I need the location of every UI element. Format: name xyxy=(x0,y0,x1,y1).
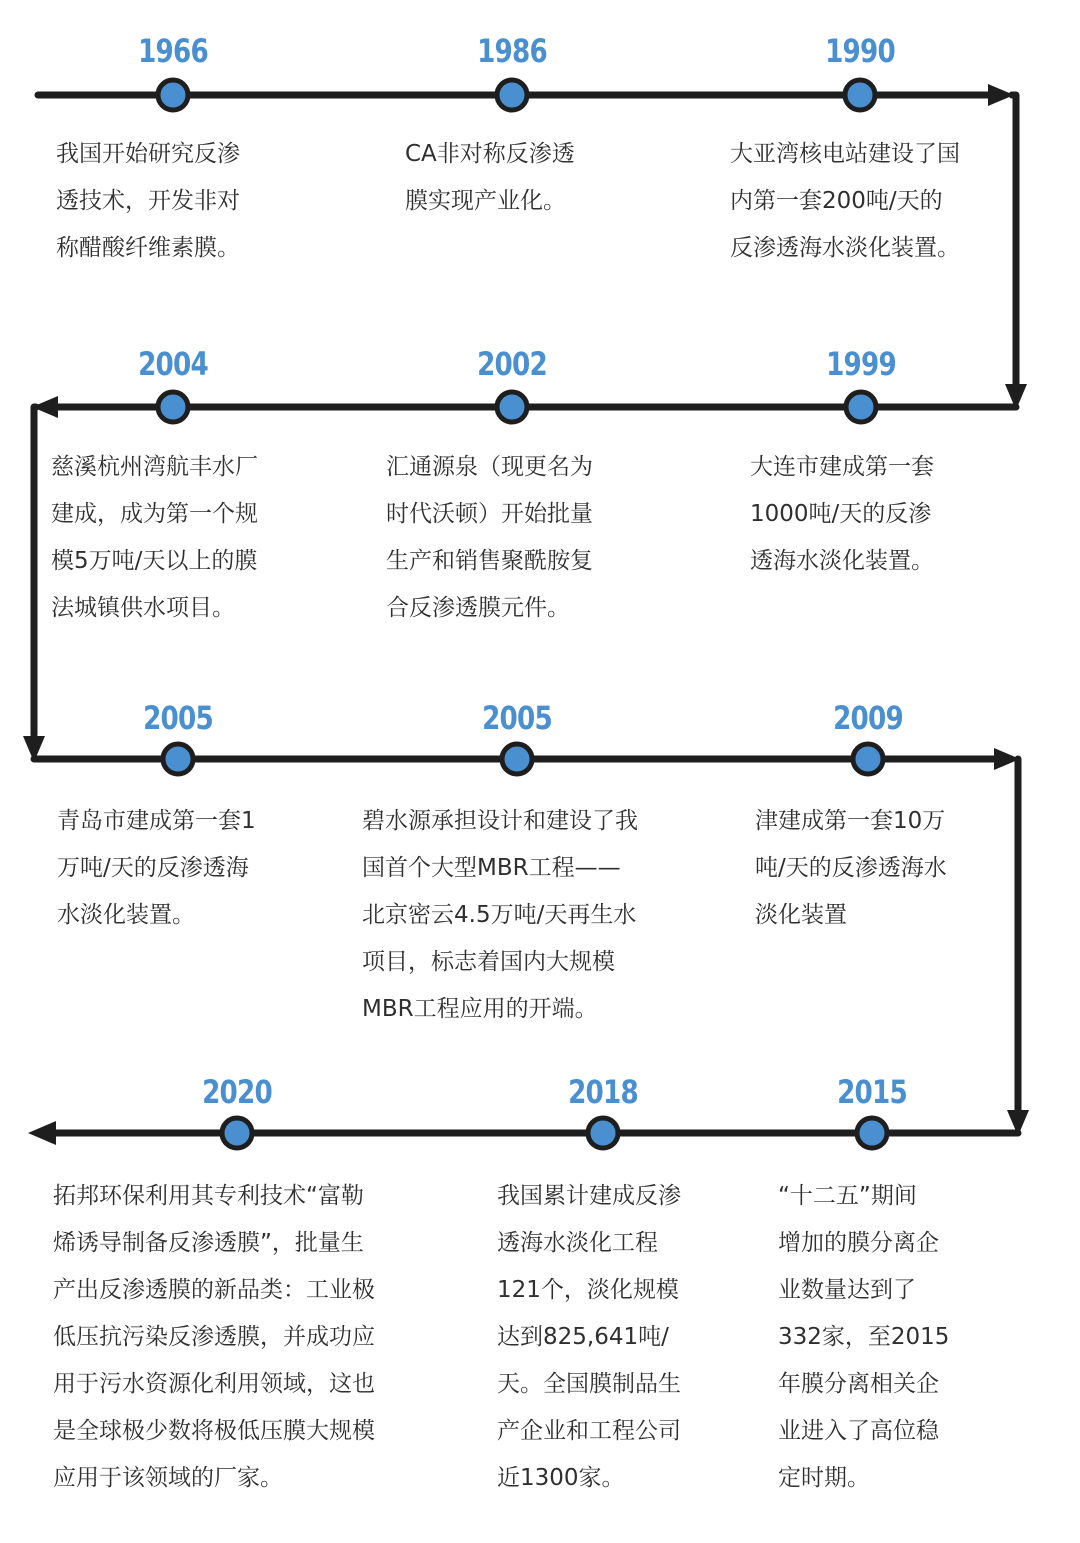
event-description: 拓邦环保利用其专利技术“富勒 烯诱导制备反渗透膜”，批量生 产出反渗透膜的新品类：工业极 低压抗污染反渗透膜，并成功应 用于污水资源化利用领域，这也 是全球极少数将极低压膜大规模 应用于该领域的厂家。 xyxy=(53,1183,375,1491)
event-description: 汇通源泉（现更名为 时代沃顿）开始批量 生产和销售聚酰胺复 合反渗透膜元件。 xyxy=(386,454,593,621)
event-year: 2020 xyxy=(202,1073,272,1111)
event-description: “十二五”期间 增加的膜分离企 业数量达到了 332家，至2015 年膜分离相关企 业进入了高位稳 定时期。 xyxy=(778,1183,950,1491)
arrow-right-icon xyxy=(988,84,1014,106)
event-year: 2002 xyxy=(477,345,547,383)
event-description: CA非对称反渗透 膜实现产业化。 xyxy=(405,141,575,214)
event-description: 我国开始研究反渗 透技术，开发非对 称醋酸纤维素膜。 xyxy=(56,141,240,261)
event-description: 我国累计建成反渗 透海水淡化工程 121个，淡化规模 达到825,641吨/ 天。全国膜制品生 产企业和工程公司 近1300家。 xyxy=(497,1183,681,1491)
event-year: 2015 xyxy=(837,1073,907,1111)
timeline-dot xyxy=(222,1118,252,1148)
event-year: 2005 xyxy=(143,699,213,737)
event-year: 1990 xyxy=(825,32,895,70)
timeline-dot xyxy=(158,392,188,422)
timeline-dot xyxy=(497,392,527,422)
row2-connector xyxy=(34,407,36,735)
event-description: 碧水源承担设计和建设了我 国首个大型MBR工程—— 北京密云4.5万吨/天再生水 项目，标志着国内大规模 MBR工程应用的开端。 xyxy=(362,808,638,1022)
event-year: 2004 xyxy=(138,345,208,383)
event-year: 2005 xyxy=(482,699,552,737)
timeline-dot xyxy=(853,744,883,774)
timeline-dot xyxy=(497,80,527,110)
timeline-dot xyxy=(502,744,532,774)
event-year: 1966 xyxy=(138,32,208,70)
event-description: 大亚湾核电站建设了国 内第一套200吨/天的 反渗透海水淡化装置。 xyxy=(730,141,960,261)
event-year: 2009 xyxy=(833,699,903,737)
event-year: 2018 xyxy=(568,1073,638,1111)
event-description: 津建成第一套10万 吨/天的反渗透海水 淡化装置 xyxy=(755,808,947,928)
event-year: 1986 xyxy=(477,32,547,70)
event-description: 大连市建成第一套 1000吨/天的反渗 透海水淡化装置。 xyxy=(750,454,934,574)
arrow-left-icon xyxy=(28,1121,56,1145)
timeline-dot xyxy=(845,80,875,110)
event-year: 1999 xyxy=(826,345,896,383)
timeline-dot xyxy=(163,744,193,774)
timeline-dot xyxy=(588,1118,618,1148)
timeline-dot xyxy=(846,392,876,422)
event-description: 青岛市建成第一套1 万吨/天的反渗透海 水淡化装置。 xyxy=(57,808,256,928)
event-description: 慈溪杭州湾航丰水厂 建成，成为第一个规 模5万吨/天以上的膜 法城镇供水项目。 xyxy=(51,454,258,621)
timeline-dot xyxy=(857,1118,887,1148)
timeline-dot xyxy=(158,80,188,110)
